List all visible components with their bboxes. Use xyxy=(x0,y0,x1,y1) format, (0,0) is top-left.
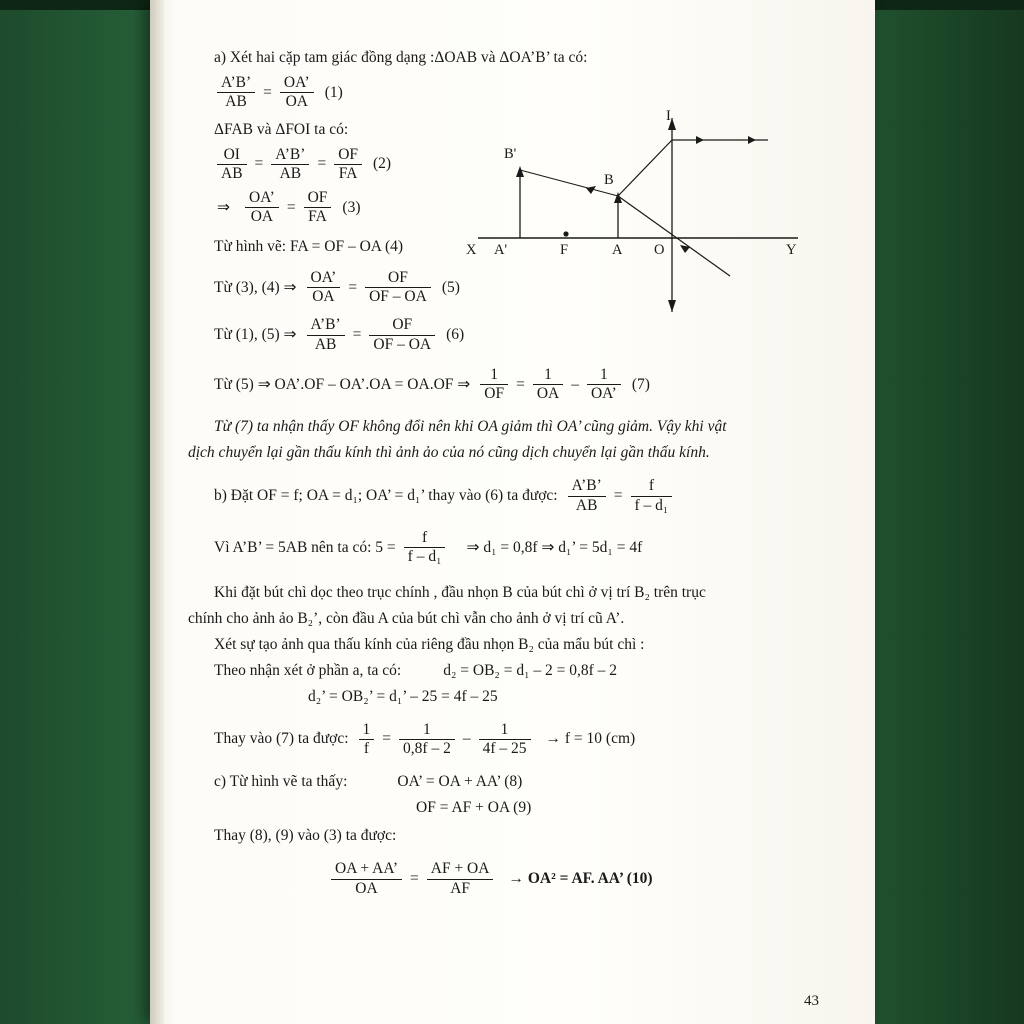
fraction-one-over-4f-minus-25: $\frac{1}{4f - 25}$ xyxy=(479,721,531,759)
fraction-of-over-of-minus-oa: $\frac{OF}{OF - OA}$ xyxy=(365,269,431,307)
line-b xyxy=(188,477,848,515)
fraction-f-over-f-minus-d1: $\frac{f}{\text{f – d₁}}$ xyxy=(631,477,673,515)
figure-label-A: A xyxy=(612,242,623,258)
equals-sign: = xyxy=(382,730,392,748)
fraction-a1b1-over-ab-2: $\frac{A’B’}{AB}$ xyxy=(271,146,309,184)
fraction-oi-over-ab: $\frac{OI}{AB}$ xyxy=(217,146,247,184)
equation-7-number: (7) xyxy=(631,375,650,393)
line-b-text: b) Đặt OF = f; OA = d₁; OA’ = d₁’ thay vào (6) ta được: xyxy=(214,487,558,505)
line-c xyxy=(188,770,848,794)
line-theo-nhan-xet xyxy=(188,659,848,683)
remark-line-1: Từ (7) ta nhận thấy OF không đổi nên khi OA giảm thì OA’ cũng giảm. Vậy khi vật xyxy=(214,418,727,436)
equation-5-prefix: Từ (3), (4) ⇒ xyxy=(214,278,297,296)
fraction-of-over-fa: $\frac{OF}{FA}$ xyxy=(334,146,362,184)
equation-7 xyxy=(188,366,848,404)
equals-sign: = xyxy=(516,375,525,393)
equals-sign: = xyxy=(410,870,419,888)
line-thay-vao-7 xyxy=(188,721,848,759)
fraction-one-over-oa: $\frac{1}{OA}$ xyxy=(533,366,563,404)
fraction-of-over-of-minus-oa-2: $\frac{OF}{OF - OA}$ xyxy=(369,316,435,354)
line-vi-prefix: Vì A’B’ = 5AB nên ta có: 5 = xyxy=(214,538,396,556)
equals-sign: = xyxy=(352,326,362,344)
ray-diagram-svg xyxy=(468,100,808,330)
figure-label-X: X xyxy=(466,242,477,258)
equals-sign: = xyxy=(348,278,358,296)
fraction-of-over-fa-2: $\frac{OF}{FA}$ xyxy=(304,189,332,227)
equals-sign: = xyxy=(317,155,327,173)
minus-sign: – xyxy=(462,730,471,748)
equation-6-number: (6) xyxy=(446,326,465,344)
paragraph-1-line-1: Khi đặt bút chì dọc theo trục chính , đầu nhọn B của bút chì ở vị trí B₂ trên trục xyxy=(214,583,706,601)
figure-label-A-prime: A' xyxy=(494,242,508,258)
line-vi xyxy=(188,529,848,567)
equation-10-suffix: → OA² = AF. AA’ (10) xyxy=(508,870,653,888)
fraction-a1b1-over-ab: $\frac{A’B’}{AB}$ xyxy=(217,74,255,112)
fraction-one-over-f: $\frac{1}{f}$ xyxy=(359,721,375,759)
line-fab-foi: ΔFAB và ΔFOI ta có: xyxy=(214,120,349,138)
line-c-text: c) Từ hình vẽ ta thấy: xyxy=(214,773,348,791)
fraction-a1b1-over-ab-3: $\frac{A’B’}{AB}$ xyxy=(307,316,345,354)
line-thay-vao-7-prefix: Thay vào (7) ta được: xyxy=(214,730,349,748)
equation-1-number: (1) xyxy=(324,83,343,101)
equation-2-number: (2) xyxy=(373,155,392,173)
line-d2: d₂ = OB₂ = d₁ – 2 = 0,8f – 2 xyxy=(443,661,618,679)
line-theo-text: Theo nhận xét ở phần a, ta có: xyxy=(214,661,402,679)
fraction-af-plus-oa-over-af: $\frac{AF + OA}{AF}$ xyxy=(427,860,494,898)
remark-line-2: dịch chuyển lại gần thấu kính thì ảnh ảo của nó cũng dịch chuyển lại gần thấu kính. xyxy=(188,444,710,462)
book-page xyxy=(150,0,875,1024)
line-thay-vao-7-suffix: → f = 10 (cm) xyxy=(545,730,636,748)
equation-6-prefix: Từ (1), (5) ⇒ xyxy=(214,326,297,344)
fraction-one-over-08f-minus-2: $\frac{1}{0,8f - 2}$ xyxy=(399,721,455,759)
figure-label-B: B xyxy=(604,172,614,188)
fraction-oa1-over-oa: $\frac{OA’}{OA}$ xyxy=(280,74,314,112)
paragraph-1-line-2: chính cho ảnh ảo B₂’, còn đầu A của bút chì vẫn cho ảnh ở vị trí cũ A’. xyxy=(188,609,625,627)
fraction-f-over-f-minus-d1-2: $\frac{f}{\text{f – d₁}}$ xyxy=(404,529,446,567)
fraction-one-over-of: $\frac{1}{OF}$ xyxy=(480,366,508,404)
line-a-intro: a) Xét hai cặp tam giác đồng dạng :ΔOAB và ΔOA’B’ ta có: xyxy=(214,49,588,66)
equals-sign: = xyxy=(286,198,296,216)
equation-10 xyxy=(188,860,848,898)
equation-5-number: (5) xyxy=(441,278,460,296)
fraction-a1b1-over-ab-4: $\frac{A’B’}{AB}$ xyxy=(568,477,606,515)
figure-label-I: I xyxy=(666,108,671,124)
fraction-oa1-over-oa-2: $\frac{OA’}{OA}$ xyxy=(245,189,279,227)
line-from-figure: Từ hình vẽ: FA = OF – OA (4) xyxy=(214,237,404,255)
page-spine-shadow xyxy=(150,0,164,1024)
equation-7-prefix: Từ (5) ⇒ OA’.OF – OA’.OA = OA.OF ⇒ xyxy=(214,375,471,393)
line-thay-8-9: Thay (8), (9) vào (3) ta được: xyxy=(214,827,397,845)
minus-sign: – xyxy=(571,375,579,393)
optics-ray-diagram xyxy=(468,100,808,330)
line-d2-prime: d₂’ = OB₂’ = d₁’ – 25 = 4f – 25 xyxy=(308,687,498,705)
equals-sign: = xyxy=(613,487,623,505)
fraction-oa-plus-aa1-over-oa: $\frac{OA + AA’}{OA}$ xyxy=(331,860,402,898)
equals-sign: = xyxy=(263,83,272,101)
equation-9: OF = AF + OA (9) xyxy=(416,799,532,817)
equation-8: OA’ = OA + AA’ (8) xyxy=(397,773,523,791)
equation-3-number: (3) xyxy=(342,198,361,216)
figure-label-F: F xyxy=(560,242,569,258)
figure-label-B-prime: B' xyxy=(504,146,517,162)
implies-arrow: ⇒ xyxy=(217,198,230,216)
paragraph-2: Xét sự tạo ảnh qua thấu kính của riêng đầu nhọn B₂ của mẩu bút chì : xyxy=(214,635,645,653)
figure-label-Y: Y xyxy=(786,242,797,258)
figure-label-O: O xyxy=(654,242,665,258)
page-number: 43 xyxy=(804,993,819,1009)
fraction-one-over-oa-prime: $\frac{1}{OA’}$ xyxy=(587,366,621,404)
line-vi-suffix: ⇒ d₁ = 0,8f ⇒ d₁’ = 5d₁ = 4f xyxy=(466,538,643,556)
equals-sign: = xyxy=(254,155,264,173)
fraction-oa1-over-oa-3: $\frac{OA’}{OA}$ xyxy=(307,269,341,307)
